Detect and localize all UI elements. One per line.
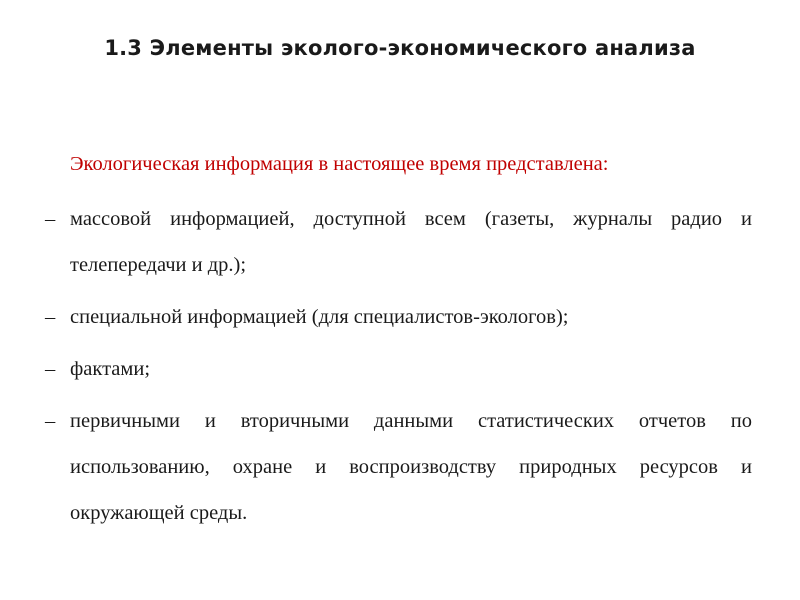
list-item-text: фактами; <box>70 358 151 380</box>
bullet-list <box>0 196 800 542</box>
list-item-text: массовой информацией, доступной всем (газеты, журналы радио и телепередачи и др.); <box>70 208 752 276</box>
list-item-text: первичными и вторичными данными статистических отчетов по использованию, охране и воспроизводству природных ресурсов и окружающей среды. <box>70 410 752 524</box>
slide-title: 1.3 Элементы эколого-экономического анализа <box>104 36 696 60</box>
list-item-text: специальной информацией (для специалистов-экологов); <box>70 306 569 328</box>
list-item-facts <box>0 346 752 392</box>
bullet-dash-icon: – <box>45 410 56 432</box>
bullet-dash-icon: – <box>45 306 56 328</box>
list-item-mass-info <box>0 196 752 288</box>
bullet-dash-icon: – <box>45 208 56 230</box>
list-item-special-info <box>0 294 752 340</box>
bullet-dash-icon: – <box>45 358 56 380</box>
list-item-statistics <box>0 398 752 536</box>
intro-text: Экологическая информация в настоящее время представлена: <box>70 153 609 175</box>
